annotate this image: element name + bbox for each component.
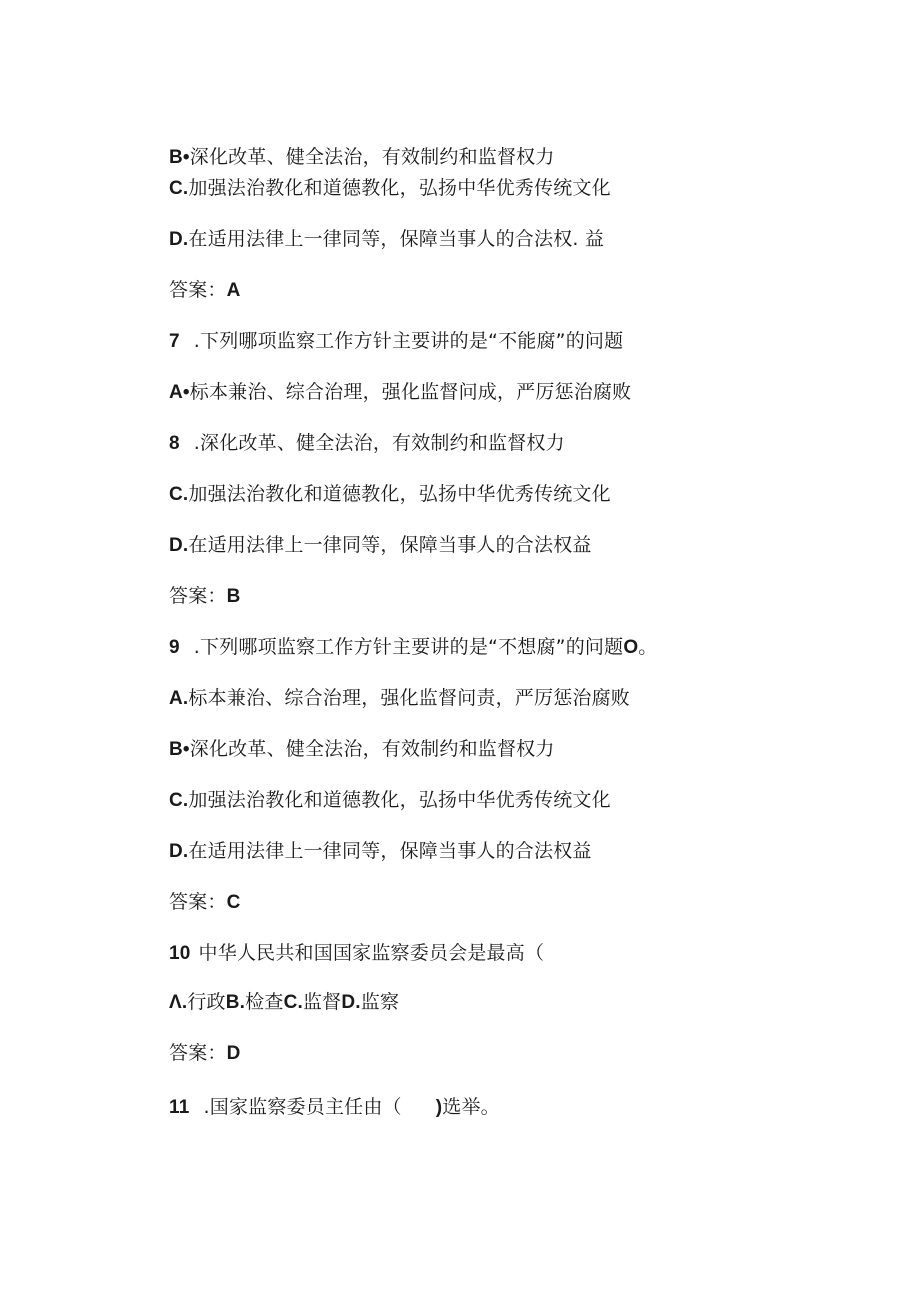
option-label: D. [169,535,189,556]
option-line [169,482,611,507]
option-line [169,176,611,201]
option-text: 监督 [302,991,342,1013]
answer-line [169,1041,241,1066]
option-text: 加强法治教化和道德教化，弘扬中华优秀传统文化 [188,789,611,811]
inline-options-line [169,990,399,1015]
option-line [169,145,555,170]
option-line [169,227,604,252]
option-label: B• [169,739,190,760]
option-label: D. [169,229,189,250]
question-text: 中华人民共和国国家监察委员会是最高（ [198,942,545,964]
option-text: 标本兼治、综合治理，强化监督问责，严厉惩治腐败 [188,687,631,709]
question-suffix: 。 [638,636,658,658]
question-suffix: 选举。 [442,1096,500,1118]
question-number: 9 [169,637,180,658]
question-line [169,329,623,354]
option-label: D. [169,841,189,862]
question-text: .国家监察委员主任由（ [203,1096,402,1118]
option-line [169,380,631,405]
option-line [169,839,592,864]
question-number: 10 [169,943,191,964]
question-line [169,635,658,660]
option-label: A• [169,382,190,403]
option-text: 深化改革、健全法治，有效制约和监督权力 [189,738,555,760]
answer-prefix: 答案： [169,891,227,913]
option-label: C. [169,178,189,199]
option-text: 加强法治教化和道德教化，弘扬中华优秀传统文化 [188,483,611,505]
option-text: 监察 [360,991,400,1013]
question-line [169,1095,500,1120]
question-suffix-label: O [623,637,639,658]
option-text: 检查 [245,991,284,1013]
option-line [169,788,611,813]
question-number: 11 [169,1097,190,1118]
answer-value: B [226,586,241,607]
question-blank-close: ) [435,1097,443,1118]
answer-line [169,278,241,303]
option-label: A. [169,688,189,709]
answer-line [169,584,241,609]
answer-prefix: 答案： [169,1042,227,1064]
option-label: B. [225,992,246,1013]
option-label: C. [169,484,189,505]
question-number: 7 [169,331,180,352]
option-label: B• [169,147,190,168]
option-text: 加强法治教化和道德教化，弘扬中华优秀传统文化 [188,177,611,199]
answer-value: C [226,892,241,913]
answer-line [169,890,241,915]
option-label: C. [283,992,303,1013]
option-line [169,686,630,711]
question-line [169,941,544,966]
question-text: .下列哪项监察工作方针主要讲的是“不能腐”的问题 [193,330,624,352]
option-label: D. [341,992,361,1013]
question-text: .下列哪项监察工作方针主要讲的是“不想腐”的问题 [193,636,624,658]
question-text: .深化改革、健全法治，有效制约和监督权力 [193,432,565,454]
answer-value: A [226,280,241,301]
option-label: Λ. [169,992,188,1013]
answer-prefix: 答案： [169,585,227,607]
option-text: 在适用法律上一律同等，保障当事人的合法权益 [188,840,592,862]
answer-value: D [226,1043,241,1064]
option-text: 在适用法律上一律同等，保障当事人的合法权益 [188,534,592,556]
answer-prefix: 答案： [169,279,227,301]
option-text: 在适用法律上一律同等，保障当事人的合法权. 益 [188,228,605,250]
question-line [169,431,565,456]
option-text: 行政 [187,991,226,1013]
option-line [169,737,555,762]
question-number: 8 [169,433,180,454]
option-label: C. [169,790,189,811]
option-text: 深化改革、健全法治，有效制约和监督权力 [189,146,555,168]
option-text: 标本兼治、综合治理，强化监督问成，严厉惩治腐败 [189,381,632,403]
option-line [169,533,592,558]
